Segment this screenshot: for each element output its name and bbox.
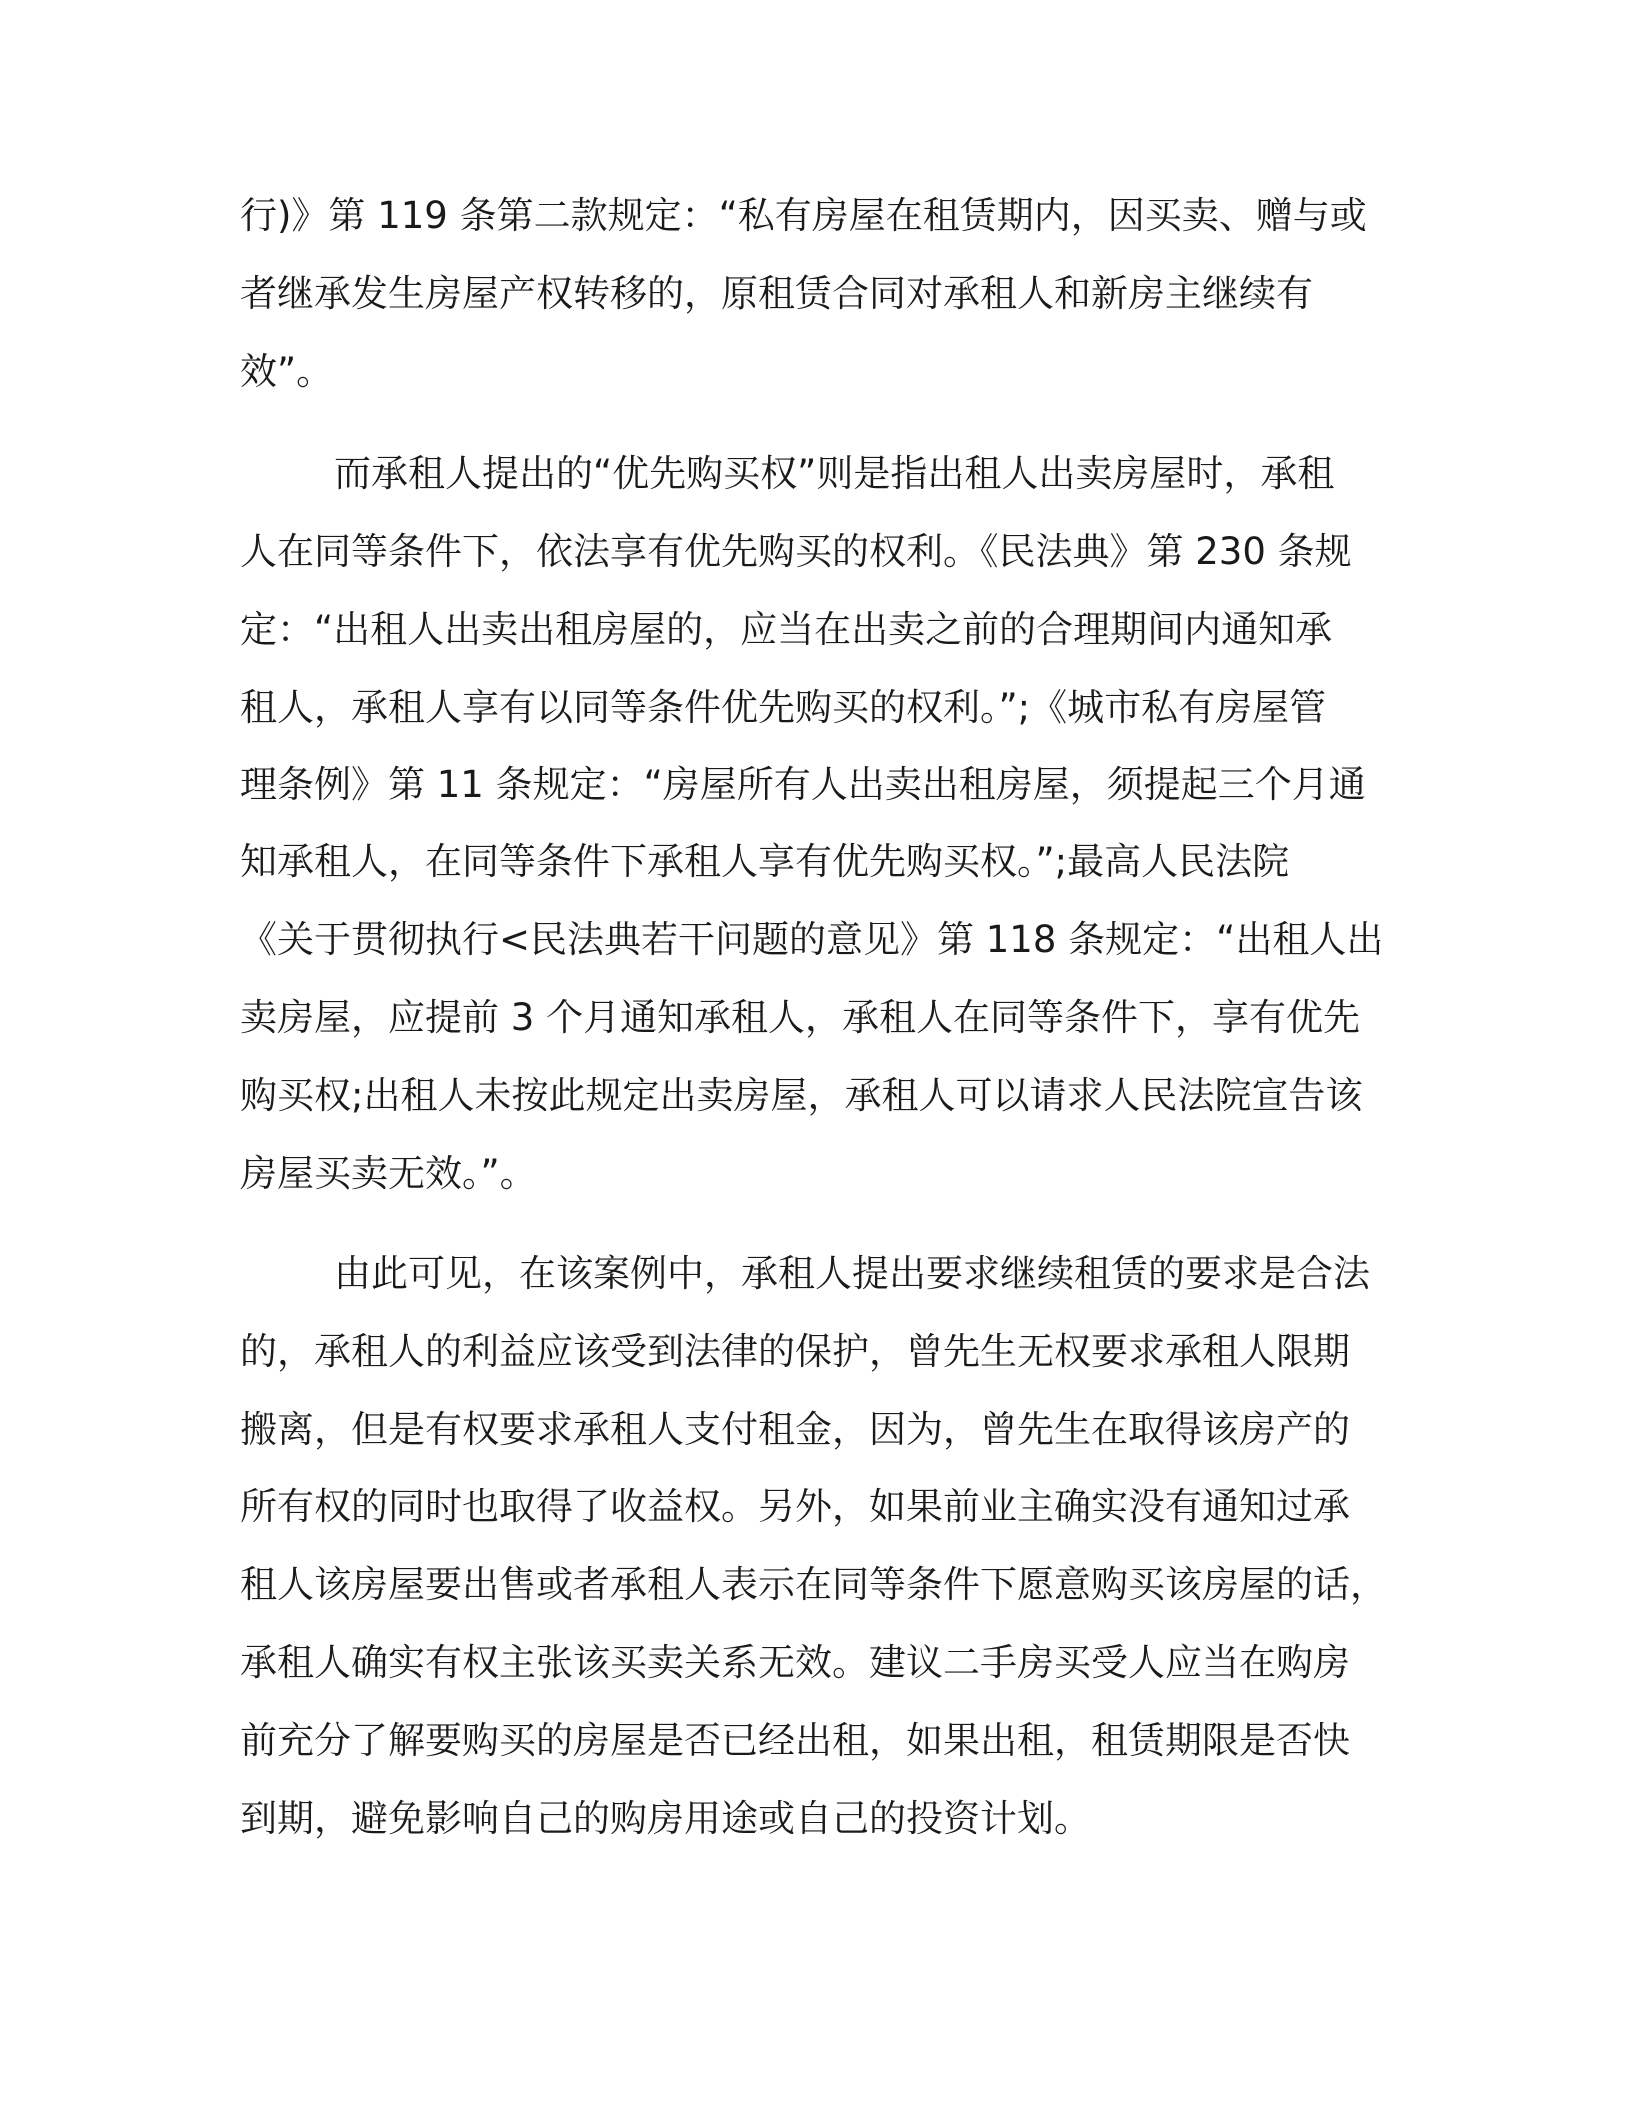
paragraph-2-line-2: 人在同等条件下，依法享有优先购买的权利。《民法典》第 230 条规 <box>240 530 1352 573</box>
paragraph-3-line-8: 到期，避免影响自己的购房用途或自己的投资计划。 <box>240 1797 1091 1840</box>
paragraph-2-line-3: 定：“出租人出卖出租房屋的，应当在出卖之前的合理期间内通知承 <box>240 608 1333 651</box>
paragraph-2-line-1: 而承租人提出的“优先购买权”则是指出租人出卖房屋时，承租 <box>334 452 1335 495</box>
paragraph-3-line-2: 的，承租人的利益应该受到法律的保护，曾先生无权要求承租人限期 <box>240 1330 1350 1373</box>
paragraph-3-line-1: 由此可见，在该案例中，承租人提出要求继续租赁的要求是合法 <box>334 1252 1370 1295</box>
paragraph-2-line-9: 购买权;出租人未按此规定出卖房屋，承租人可以请求人民法院宣告该 <box>240 1074 1363 1117</box>
paragraph-3-line-6: 承租人确实有权主张该买卖关系无效。建议二手房买受人应当在购房 <box>240 1641 1350 1684</box>
paragraph-2-line-7: 《关于贯彻执行<民法典若干问题的意见》第 118 条规定：“出租人出 <box>240 918 1384 961</box>
paragraph-3-line-7: 前充分了解要购买的房屋是否已经出租，如果出租，租赁期限是否快 <box>240 1719 1350 1762</box>
paragraph-3-line-4: 所有权的同时也取得了收益权。另外，如果前业主确实没有通知过承 <box>240 1485 1350 1528</box>
paragraph-2-line-5: 理条例》第 11 条规定：“房屋所有人出卖出租房屋，须提起三个月通 <box>240 763 1366 806</box>
paragraph-2-line-4: 租人，承租人享有以同等条件优先购买的权利。”;《城市私有房屋管 <box>240 686 1327 729</box>
paragraph-2-line-6: 知承租人，在同等条件下承租人享有优先购买权。”;最高人民法院 <box>240 840 1290 883</box>
paragraph-1-line-1: 行)》第 119 条第二款规定：“私有房屋在租赁期内，因买卖、赠与或 <box>240 194 1367 237</box>
paragraph-2-line-8: 卖房屋，应提前 3 个月通知承租人，承租人在同等条件下，享有优先 <box>240 996 1361 1039</box>
paragraph-3-line-5: 租人该房屋要出售或者承租人表示在同等条件下愿意购买该房屋的话， <box>240 1563 1387 1606</box>
paragraph-3-line-3: 搬离，但是有权要求承租人支付租金，因为，曾先生在取得该房产的 <box>240 1408 1350 1451</box>
paragraph-1-line-2: 者继承发生房屋产权转移的，原租赁合同对承租人和新房主继续有 <box>240 272 1313 315</box>
paragraph-1-line-3: 效”。 <box>240 350 334 393</box>
paragraph-2-line-10: 房屋买卖无效。”。 <box>240 1152 537 1195</box>
